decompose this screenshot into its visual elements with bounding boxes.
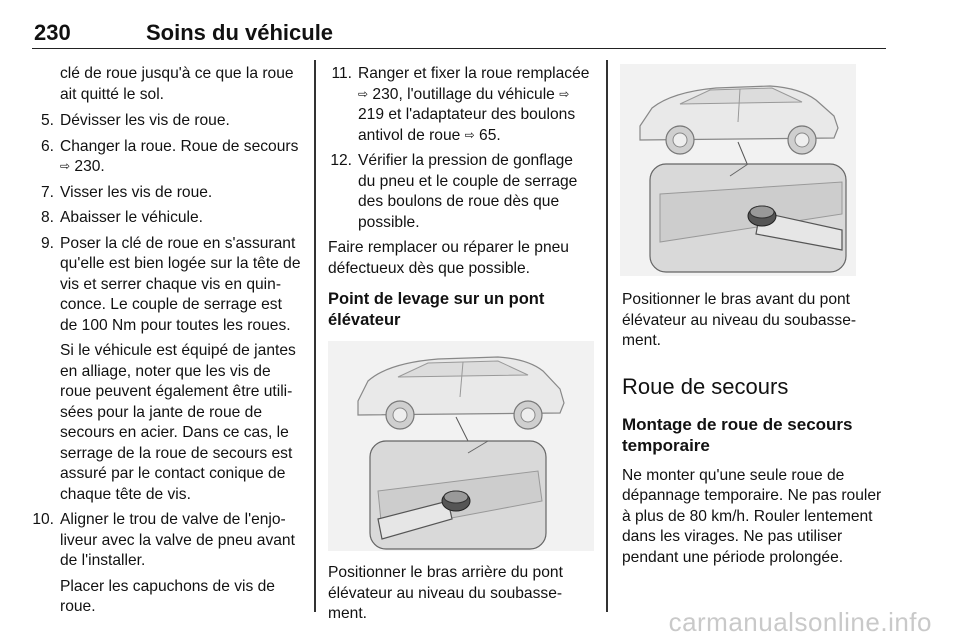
continued-text: clé de roue jusqu'à ce que la roue ait quitté le sol. — [60, 65, 294, 103]
front-lift-point-illustration — [620, 64, 856, 276]
figure-caption: Positionner le bras avant du pont élévateur au niveau du soubasse-ment. — [622, 291, 857, 349]
paragraph: Ne monter qu'une seule roue de dépannage temporaire. Ne pas rouler à plus de 80 km/h. Rouler lentement dans les virages. Ne pas utiliser pendant une période prolongée. — [622, 466, 882, 566]
section-heading-main: Roue de secours — [622, 373, 789, 399]
list-item: 8. Abaisser le véhicule. — [40, 209, 204, 226]
list-item-note: Si le véhicule est équipé de jantes en alliage, noter que les vis de roue peuvent également être utili-sées pour la jante de roue de secours en acier. Dans ce cas, le serrage de la roue de secours est assuré par le contact conique de chaque tête de vis. — [60, 342, 296, 503]
watermark-text: carmanualsonline.info — [668, 607, 932, 637]
list-item: 12. Vérifier la pression de gonflage du pneu et le couple de serrage des boulons de roue dès que possible. — [330, 152, 578, 231]
car-rear-lift-svg — [328, 341, 594, 551]
subsection-heading: Montage de roue de secours temporaire — [622, 414, 853, 455]
figure-caption: Positionner le bras arrière du pont élévateur au niveau du soubasse-ment. — [328, 564, 563, 622]
car-front-lift-svg — [620, 64, 856, 276]
section-title: Soins du véhicule — [146, 20, 334, 45]
column-left — [30, 64, 302, 623]
list-item-note: Placer les capuchons de vis de roue. — [60, 577, 275, 615]
page-ref-icon[interactable]: ⇨ — [60, 159, 71, 173]
paragraph: Faire remplacer ou réparer le pneu défectueux dès que possible. — [328, 239, 569, 277]
page-ref-link[interactable]: 230. — [74, 158, 105, 175]
column-divider-2 — [606, 60, 608, 612]
list-item: 5. Dévisser les vis de roue. — [40, 112, 230, 129]
page-number: 230 — [34, 20, 71, 45]
list-item: 7. Visser les vis de roue. — [40, 183, 213, 201]
page-ref-icon[interactable]: ⇨ — [559, 86, 570, 101]
column-right — [622, 64, 888, 568]
column-middle — [328, 64, 594, 625]
page-header — [32, 18, 886, 49]
page-ref-icon[interactable]: ⇨ — [358, 86, 369, 101]
list-item: 9. Poser la clé de roue en s'assurant qu'elle est bien logée sur la tête de vis et serrer chaque vis en quin-conce. Le couple de serrage est de 100 Nm pour toutes les roues. — [40, 234, 301, 334]
column-divider-1 — [314, 60, 316, 612]
rear-lift-point-illustration — [328, 341, 594, 551]
page-ref-link[interactable]: 219 — [358, 106, 385, 123]
list-item: 11. Ranger et fixer la roue remplacée ⇨ 230, l'outillage du véhicule ⇨ 219 et l'adaptateur des boulons antivol de roue ⇨ 65. — [331, 65, 590, 144]
list-item: 10. Aligner le trou de valve de l'enjo-liveur avec la valve de pneu avant de l'installer. — [32, 511, 295, 569]
page-ref-icon[interactable]: ⇨ — [464, 127, 475, 142]
page-ref-link[interactable]: 65. — [479, 126, 501, 144]
list-item: 6. Changer la roue. Roue de secours ⇨ 230. — [40, 137, 299, 175]
section-heading: Point de levage sur un pont élévateur — [328, 290, 545, 329]
page-ref-link[interactable]: 230 — [372, 85, 399, 103]
